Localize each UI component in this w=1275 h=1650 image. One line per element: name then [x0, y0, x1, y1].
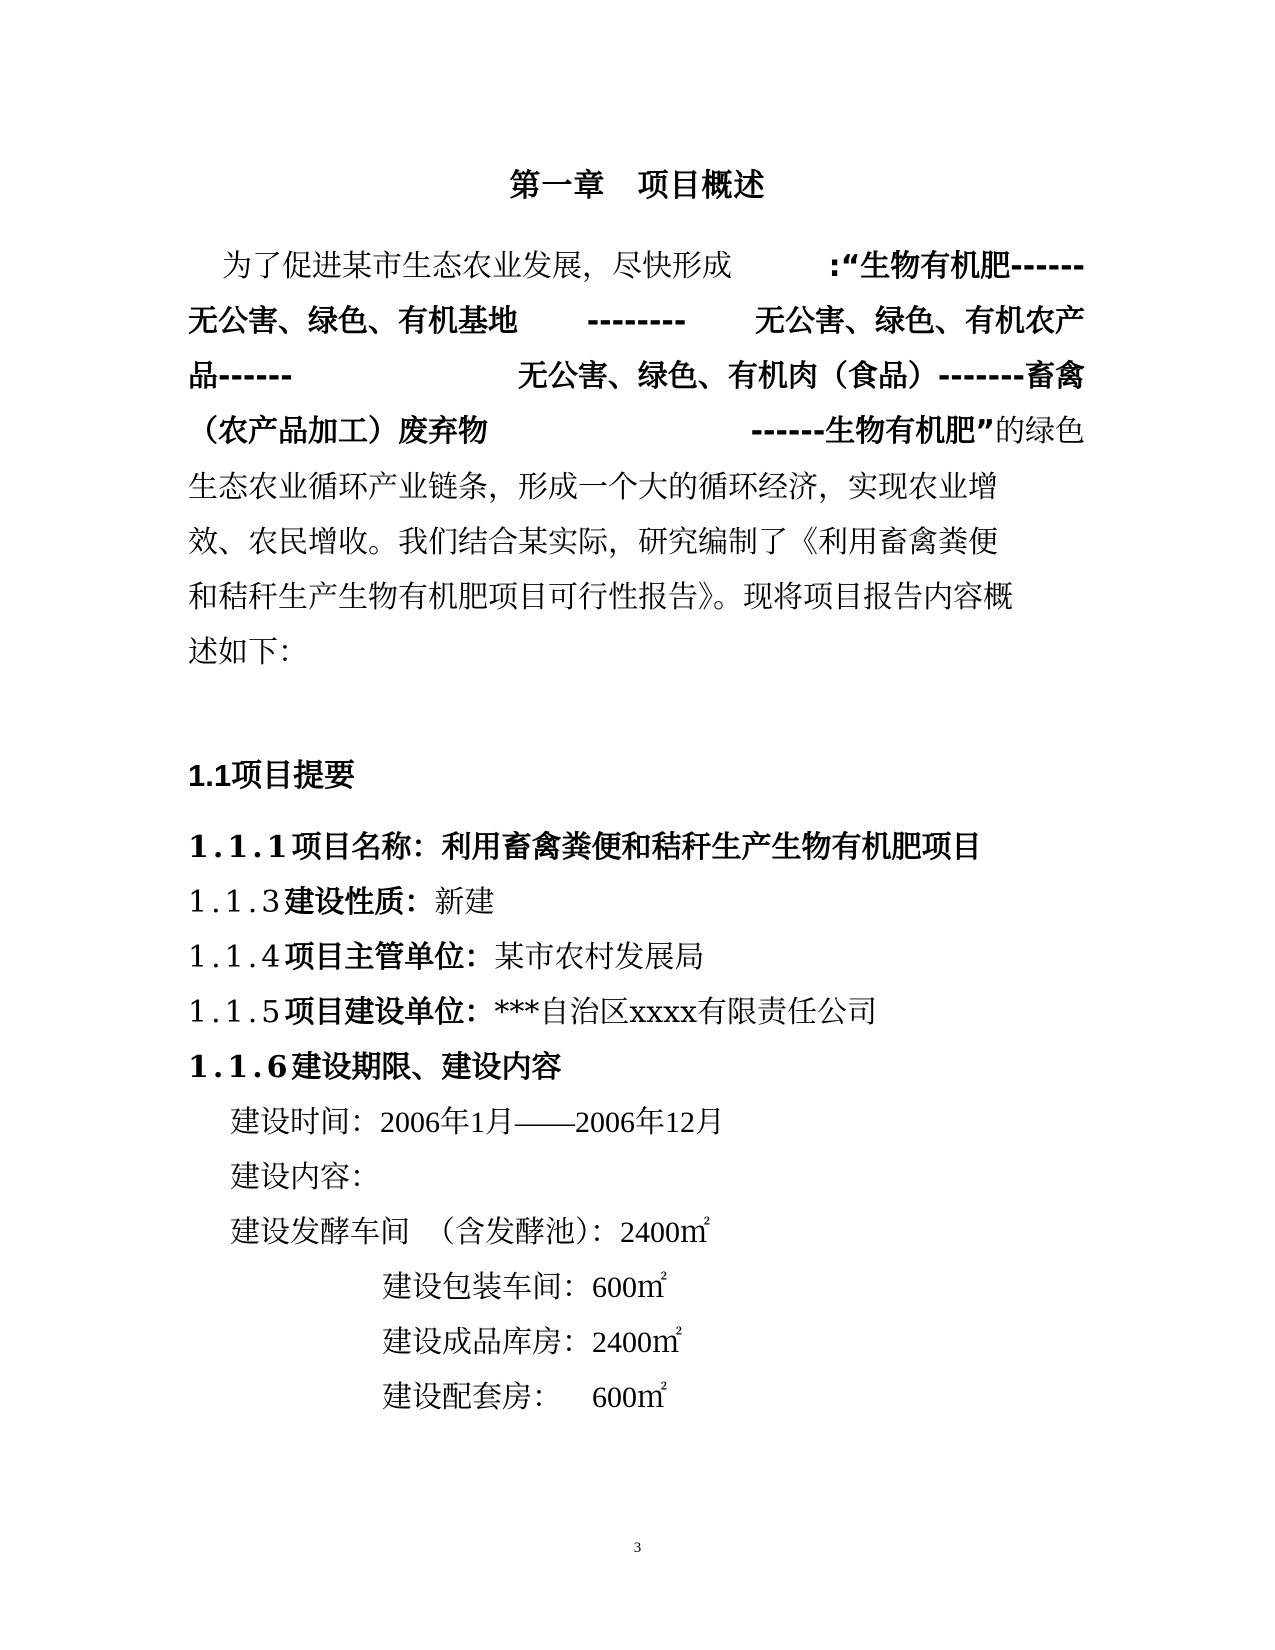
construction-row-fermentation — [230, 1215, 710, 1250]
row-value: 600㎡ — [592, 1381, 667, 1414]
intro-line-2 — [188, 304, 1085, 339]
item-label: 建设性质： — [284, 885, 435, 920]
item-label: 项目主管单位： — [284, 940, 495, 975]
section-heading — [188, 750, 355, 795]
intro-line-7: 和秸秆生产生物有机肥项目可行性报告》。现将项目报告内容概 — [188, 580, 1013, 615]
item-construction-period — [188, 1050, 562, 1085]
item-number: 1.1.3 — [188, 885, 285, 920]
intro-line-6: 效、农民增收。我们结合某实际，研究编制了《利用畜禽粪便 — [188, 525, 998, 560]
item-value: 某市农村发展局 — [494, 940, 705, 975]
item-construction-nature — [188, 885, 495, 920]
intro-line-3 — [188, 359, 1085, 394]
item-construction-unit — [188, 995, 878, 1030]
item-number: 1.1.1 — [188, 830, 292, 865]
section-number: 1.1 — [188, 758, 232, 793]
construction-time-label: 建设时间： — [230, 1105, 380, 1140]
construction-row-packaging — [382, 1270, 667, 1305]
item-project-name — [188, 830, 982, 865]
intro-line-1-bold: :“生物有机肥------ — [828, 249, 1085, 284]
construction-row-support — [382, 1380, 667, 1415]
row-label: 建设成品库房： — [382, 1325, 592, 1360]
item-value: ***自治区xxxx有限责任公司 — [494, 995, 878, 1030]
item-number: 1.1.4 — [188, 940, 285, 975]
intro-line-1-text: 为了促进某市生态农业发展，尽快形成 — [222, 249, 732, 284]
intro-line-3-a: 品------ — [188, 359, 293, 394]
intro-line-2-a: 无公害、绿色、有机基地 — [188, 304, 518, 339]
chapter-title: 第一章 项目概述 — [509, 168, 766, 204]
row-label: 建设配套房： — [382, 1380, 562, 1415]
intro-line-4 — [188, 414, 1085, 449]
construction-time — [230, 1105, 725, 1140]
row-value: 2400㎡ — [620, 1216, 710, 1249]
item-label: 建设期限、建设内容 — [291, 1050, 562, 1085]
item-value: 利用畜禽粪便和秸秆生产生物有机肥项目 — [441, 830, 982, 865]
row-value: 2400㎡ — [592, 1326, 682, 1359]
construction-time-value: 2006年1月——2006年12月 — [380, 1106, 725, 1139]
intro-line-2-b: -------- — [586, 304, 687, 339]
intro-line-8: 述如下： — [188, 635, 308, 670]
page-number: 3 — [633, 1540, 642, 1556]
row-label: 建设包装车间： — [382, 1270, 592, 1305]
intro-line-4-c: 的绿色 — [995, 414, 1085, 449]
item-supervising-unit — [188, 940, 705, 975]
intro-line-1 — [222, 249, 1085, 284]
item-number: 1.1.5 — [188, 995, 285, 1030]
item-value: 新建 — [434, 885, 495, 920]
intro-line-3-b: 无公害、绿色、有机肉（食品）-------畜禽 — [517, 359, 1085, 394]
intro-line-5: 生态农业循环产业链条，形成一个大的循环经济，实现农业增 — [188, 470, 998, 505]
item-number: 1.1.6 — [188, 1050, 292, 1085]
item-label: 项目建设单位： — [284, 995, 495, 1030]
intro-line-4-b: ------生物有机肥” — [750, 414, 995, 449]
item-label: 项目名称： — [291, 830, 442, 865]
construction-content-label: 建设内容： — [230, 1160, 380, 1195]
intro-line-4-right — [750, 414, 1085, 449]
intro-line-2-c: 无公害、绿色、有机农产 — [754, 304, 1085, 339]
section-title: 项目提要 — [231, 758, 356, 794]
row-label: 建设发酵车间 （含发酵池）： — [230, 1215, 620, 1250]
row-value: 600㎡ — [592, 1271, 667, 1304]
construction-row-warehouse — [382, 1325, 682, 1360]
intro-line-4-a: （农产品加工）废弃物 — [188, 414, 488, 449]
